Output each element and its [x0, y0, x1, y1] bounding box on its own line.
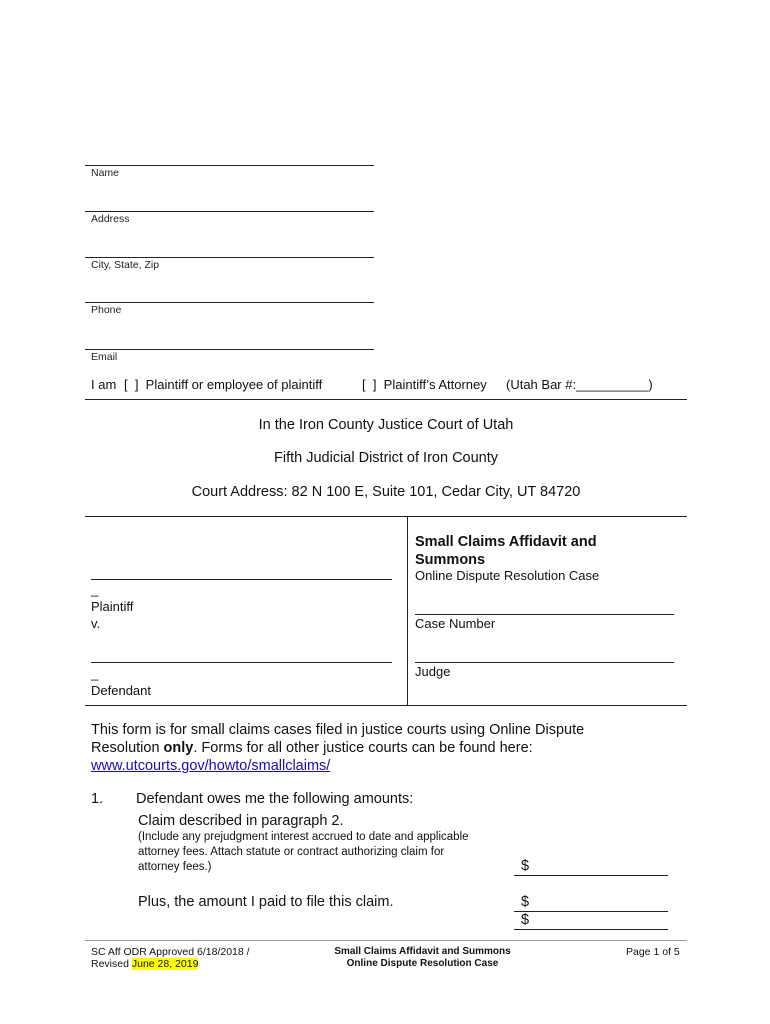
- phone-label: Phone: [91, 304, 122, 316]
- smallclaims-link[interactable]: www.utcourts.gov/howto/smallclaims/: [91, 758, 331, 774]
- plaintiff-checkbox-option[interactable]: [ ] Plaintiff or employee of plaintiff: [124, 377, 323, 392]
- address-label: Address: [91, 213, 130, 225]
- footer-revised: [91, 958, 198, 970]
- intro-line-2-pre: Resolution: [91, 740, 164, 756]
- footer-form-title: Small Claims Affidavit and Summons: [334, 946, 511, 957]
- caption-bottom-border: [85, 705, 687, 706]
- plaintiff-label: Plaintiff: [91, 599, 134, 614]
- claim-amount-currency: $: [521, 858, 530, 874]
- court-address: Court Address: 82 N 100 E, Suite 101, Cedar City, UT 84720: [191, 484, 581, 500]
- phone-line[interactable]: [85, 302, 374, 303]
- versus-label: v.: [91, 616, 101, 631]
- footer-revised-date: June 28, 2019: [131, 958, 199, 970]
- case-number-label: Case Number: [415, 616, 496, 631]
- form-subtitle: Online Dispute Resolution Case: [415, 568, 600, 583]
- claim-note-2: attorney fees. Attach statute or contract authorizing claim for: [138, 846, 445, 858]
- section-1-number: 1.: [91, 791, 104, 807]
- claim-amount-line[interactable]: [514, 875, 668, 876]
- plaintiff-underscore: _: [91, 582, 99, 597]
- judge-line[interactable]: [415, 662, 674, 663]
- city-state-zip-line[interactable]: [85, 257, 374, 258]
- divider-top: [85, 399, 687, 400]
- name-label: Name: [91, 167, 120, 179]
- filing-fee-currency: $: [521, 894, 530, 910]
- case-number-line[interactable]: [415, 614, 674, 615]
- intro-line-2: [91, 740, 533, 756]
- judge-label: Judge: [415, 664, 451, 679]
- intro-only-emphasis: only: [163, 740, 194, 756]
- section-1-heading: Defendant owes me the following amounts:: [136, 791, 414, 807]
- defendant-underscore: _: [91, 666, 99, 681]
- claim-title: Claim described in paragraph 2.: [138, 813, 344, 829]
- footer-approval: SC Aff ODR Approved 6/18/2018 /: [91, 946, 250, 958]
- filing-fee-text: Plus, the amount I paid to file this claim.: [138, 894, 394, 910]
- role-prefix: I am: [91, 377, 117, 392]
- footer-page-number: Page 1 of 5: [626, 946, 680, 958]
- email-line[interactable]: [85, 349, 374, 350]
- total-currency: $: [521, 912, 530, 928]
- claim-note-3: attorney fees.): [138, 861, 212, 873]
- defendant-label: Defendant: [91, 683, 151, 698]
- intro-line-1: This form is for small claims cases filed in justice courts using Online Dispute: [91, 722, 585, 738]
- address-line[interactable]: [85, 211, 374, 212]
- caption-divider: [407, 516, 408, 705]
- form-title: Small Claims Affidavit and Summons: [415, 534, 597, 568]
- name-line[interactable]: [85, 165, 374, 166]
- city-state-zip-label: City, State, Zip: [91, 259, 160, 271]
- intro-line-2-post: . Forms for all other justice courts can be found here:: [193, 740, 533, 756]
- utah-bar-number[interactable]: (Utah Bar #:__________): [506, 377, 653, 392]
- defendant-name-line[interactable]: [91, 662, 392, 663]
- attorney-checkbox-option[interactable]: [ ] Plaintiff’s Attorney: [362, 377, 487, 392]
- footer-form-subtitle: Online Dispute Resolution Case: [346, 958, 499, 969]
- caption-top-border: [85, 516, 687, 517]
- court-name: In the Iron County Justice Court of Utah: [258, 417, 514, 433]
- court-district: Fifth Judicial District of Iron County: [273, 450, 499, 466]
- footer-revised-prefix: Revised: [91, 958, 132, 970]
- total-amount-line[interactable]: [514, 929, 668, 930]
- footer-divider: [85, 940, 687, 941]
- email-label: Email: [91, 351, 118, 363]
- claim-note-1: (Include any prejudgment interest accrued to date and applicable: [138, 831, 469, 843]
- plaintiff-name-line[interactable]: [91, 579, 392, 580]
- filing-fee-line[interactable]: [514, 911, 668, 912]
